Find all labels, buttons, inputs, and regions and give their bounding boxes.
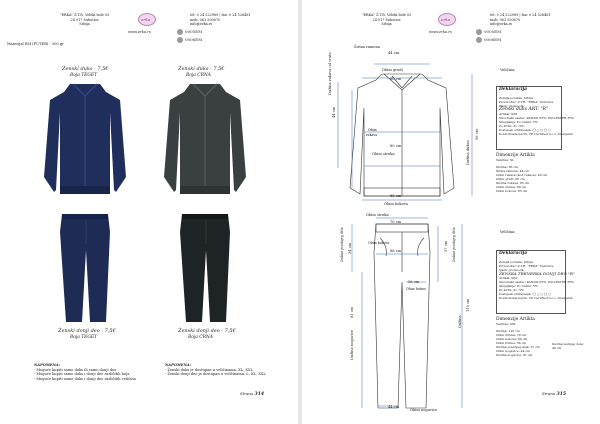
declaration-title: Deklaracija bbox=[499, 251, 528, 256]
dim-value: 81 cm bbox=[350, 306, 354, 318]
category-icon bbox=[177, 29, 183, 35]
black-pants bbox=[180, 214, 230, 322]
dim-value: 86 cm bbox=[390, 249, 402, 253]
email-link[interactable]: info@erka.rs bbox=[490, 22, 513, 27]
dim-value: 44 cm bbox=[332, 106, 336, 118]
category-icon bbox=[177, 37, 183, 43]
dimensions-title: Dimenzije Artikla bbox=[496, 317, 535, 322]
note-block-left bbox=[34, 363, 136, 381]
jacket-navy-title: Ženski duks - 7,5€ bbox=[62, 66, 109, 72]
dim-label: Širina ramena bbox=[354, 45, 380, 49]
navy-pants bbox=[60, 214, 110, 322]
declaration-box-pants bbox=[496, 250, 575, 314]
company-country: Srbija bbox=[381, 22, 392, 27]
dim-label: Obim kukova bbox=[368, 241, 390, 245]
dim-value: 56 cm bbox=[408, 280, 420, 284]
dim-label: Dužina bbox=[458, 315, 462, 328]
company-address: 24 017 Subotica bbox=[372, 17, 401, 22]
dim-label: Dužina nogavice bbox=[350, 329, 354, 360]
note-title: NAPOMENA: bbox=[34, 363, 61, 367]
website-link[interactable]: www.erka.rs bbox=[429, 30, 452, 34]
side-note: Dužina zadnjeg dela: 46 cm bbox=[552, 342, 584, 350]
dim-value: 34 cm bbox=[348, 242, 352, 254]
dim-value: 44 cm bbox=[388, 51, 400, 55]
dim-value: 80 cm bbox=[390, 144, 402, 148]
website-link[interactable]: www.erka.rs bbox=[128, 30, 151, 34]
dim-label: Obim struka bbox=[372, 152, 395, 156]
jacket-black-title: Ženski duks - 7,5€ bbox=[178, 66, 225, 72]
dimensions-title: Dimenzije Artikla bbox=[496, 153, 535, 158]
company-header bbox=[362, 13, 411, 27]
dim-label: Obim struka bbox=[366, 213, 389, 217]
dim-label: Dužina prednjeg dela bbox=[452, 227, 456, 262]
declaration-lines: Zemlja porekla: Srbija Proizvođač: Z.T.R. "ERKA" Subotica Naziv proizvoda: ŽENSKA TRENERKA DONJI DEO "R" Artikal: 083 Sirovinski sastav: PAMUK 65%, POLIESTER 35% Skupljanje: Po dužini: 5% Po širini: do -5% Postupak održavanja: ◯ △ □ ◯ ▢ Kontrolisani način: CE-Certified d.o.o. Zrenjanin bbox=[499, 260, 575, 300]
declaration-title: Deklaracija bbox=[499, 87, 528, 92]
email-link[interactable]: info@erka.rs bbox=[190, 22, 213, 27]
phone-text: tel: 0 24 522989 | fax: 0 24 526461 bbox=[490, 13, 551, 17]
dim-label: Obim butine bbox=[406, 287, 427, 291]
jacket-navy-color: Boja TEGET bbox=[70, 73, 98, 78]
pants-black-color: Boja CRNA bbox=[188, 335, 213, 340]
catalog-page-left bbox=[0, 0, 298, 424]
navy-tracksuit-photo bbox=[40, 82, 130, 324]
dim-label: Obim bbox=[368, 128, 377, 132]
declaration-lines: Zemlja porekla: Srbija Proizvođač: Z.T.R. "ERKA" Subotica Naziv proizvoda: Ženski duks ART. "R" Artikal: 084 Sirovinski sastav: PAMUK 65%, POLIESTER 35% Skupljanje: Po dužini: 5% Po širini: do -5% Postupak održavanja: ◯ △ □ ◯ ▢ Kontrolisani način: CE-Certified d.o.o. Zrenjanin bbox=[499, 96, 574, 136]
erka-logo: erka bbox=[138, 13, 156, 26]
erka-logo: erka bbox=[438, 13, 456, 26]
pants-navy-color: Boja TEGET bbox=[70, 335, 98, 340]
jacket-technical-drawing bbox=[322, 48, 492, 208]
dim-value: 110 cm bbox=[466, 298, 470, 312]
care-icons: ◯ △ □ ◯ ▢ bbox=[532, 292, 552, 296]
company-name: "ERKA" Z.T.R. Veleki bole 03 bbox=[60, 13, 110, 17]
company-header bbox=[60, 13, 109, 27]
contact-info bbox=[490, 13, 551, 27]
fabric-label: Materijal EM (FUTER) - 300 gr bbox=[7, 42, 64, 46]
size-label: Veličina: bbox=[500, 230, 516, 234]
note-line: - Moguće kupiti samo duks ili samo donji deo bbox=[34, 367, 117, 372]
pants-black-title: Ženski donji deo - 7,5€ bbox=[178, 328, 236, 334]
phone-text: tel: 0 24 522989 | fax: 0 24 526461 bbox=[190, 13, 251, 17]
page-number: Strana 315 bbox=[542, 391, 567, 397]
dimensions-jacket: Dimenzije Artikla Veličina: XL Dužina: 66 cm Širina ramena: 44 cm Obim rukava (kod rukava): 40 cm Obim grudi: 80 cm Dužina rukava: 85 cm Obim struka: 80 cm Obim bokova: 85 cm bbox=[496, 153, 548, 193]
note-title: NAPOMENA: bbox=[165, 363, 192, 367]
note-line: - Moguće kupiti samo duks i donji deo različitih boja bbox=[34, 372, 130, 377]
company-country: Srbija bbox=[79, 22, 90, 27]
product-code: 0006EM bbox=[484, 37, 502, 42]
note-line: - Ženski duks je dostupan u veličinama: XL, XXL bbox=[165, 367, 253, 372]
company-name: "ERKA" Z.T.R. Veleki bole 03 bbox=[362, 13, 412, 17]
dim-value: 70 cm bbox=[390, 220, 402, 224]
dim-value: 37 cm bbox=[444, 240, 448, 252]
product-code: 0005EM bbox=[185, 29, 203, 34]
note-block-right bbox=[165, 363, 266, 377]
dim-label: Dužina rukava od vrata bbox=[328, 52, 332, 95]
category-icon bbox=[476, 37, 482, 43]
catalog-page-right bbox=[302, 0, 600, 424]
note-line: - Ženski donji deo je dostupan u veličinama: L, XL, XXL bbox=[165, 372, 266, 377]
page-number: Strana 314 bbox=[240, 391, 265, 397]
jacket-black-color: Boja CRNA bbox=[186, 73, 211, 78]
dim-label: Obim nogavice bbox=[410, 408, 438, 412]
dimensions-pants: Dimenzije Artikla Veličina: XXL Dužina: 110 cm Obim struka: 70 cm Obim kukova: 86 cm Obim butine: 56 cm Dužina prednjeg dela: 37 cm Obim nogavice: 44 cm Dužina nogavice: 81 cm bbox=[496, 317, 540, 357]
pants-navy-title: Ženski donji deo - 7,5€ bbox=[58, 328, 116, 334]
product-code: 0006EM bbox=[185, 37, 203, 42]
dim-value: 56 cm bbox=[475, 128, 479, 140]
dim-value: 80 cm bbox=[390, 77, 402, 81]
dim-label: Dužina prednjeg dela bbox=[340, 227, 344, 262]
dim-label: Obim grudi bbox=[382, 68, 403, 72]
care-icons: ◯ △ □ ◯ ▢ bbox=[532, 128, 552, 132]
mobile-text: mob: 063 550670 bbox=[190, 17, 221, 22]
black-tracksuit-photo bbox=[160, 82, 250, 324]
note-line: - Moguće kupiti samo duks i donji deo različitih veličina bbox=[34, 376, 136, 381]
contact-info bbox=[190, 13, 251, 27]
mobile-text: mob: 063 550670 bbox=[490, 17, 521, 22]
dim-label: Dužina duksa bbox=[466, 140, 470, 165]
company-address: 24 017 Subotica bbox=[70, 17, 99, 22]
size-label: Veličina: bbox=[500, 68, 516, 72]
dim-value: 85 cm bbox=[390, 194, 402, 198]
declaration-box-jacket bbox=[496, 86, 574, 150]
product-code: 0005EM bbox=[484, 29, 502, 34]
category-icon bbox=[476, 29, 482, 35]
dim-label: rukava bbox=[366, 133, 378, 137]
dim-value: 44 cm bbox=[388, 405, 400, 409]
dim-label: Obim bokova bbox=[384, 202, 408, 206]
